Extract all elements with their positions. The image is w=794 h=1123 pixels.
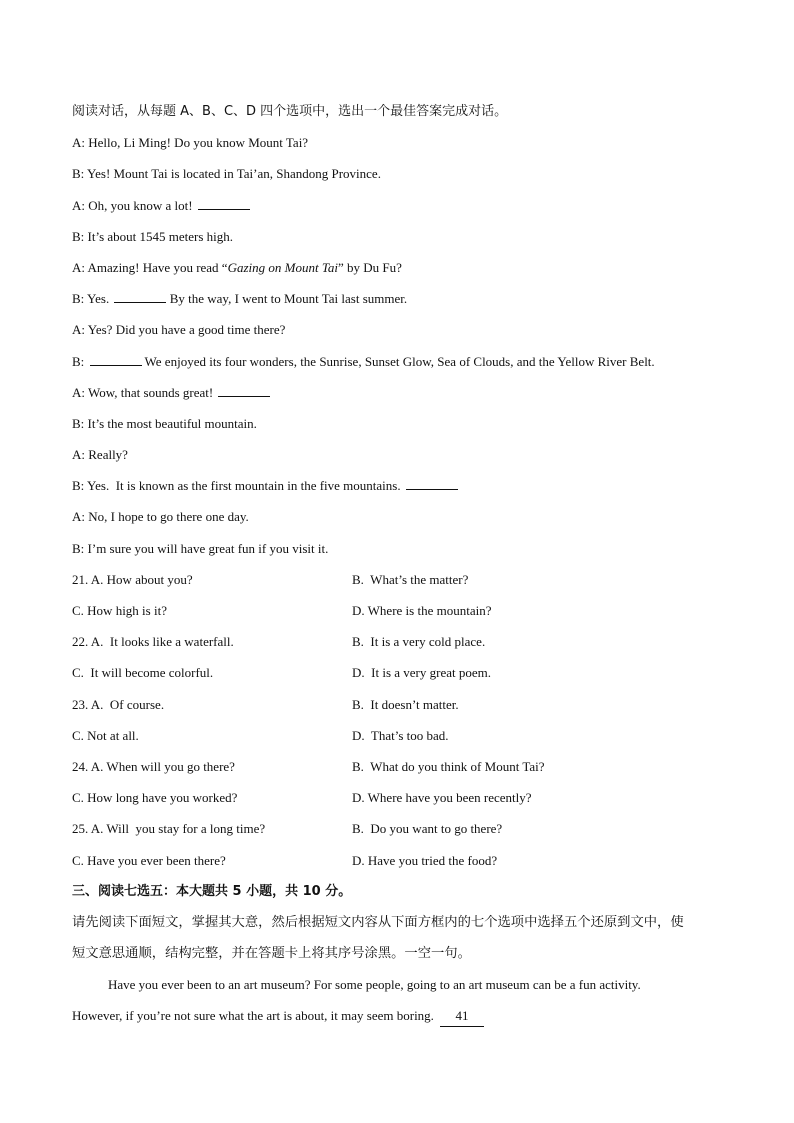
dialogue-line (72, 476, 732, 507)
option-right: D. Where is the mountain? (352, 603, 492, 618)
dialogue-line: A: No, I hope to go there one day. (72, 509, 249, 525)
document-page (72, 102, 732, 1038)
option-right: B. It doesn’t matter. (352, 696, 459, 712)
option-left: 23. A. Of course. (72, 696, 165, 712)
dialogue-line: B: It’s the most beautiful mountain. (72, 415, 257, 431)
option-right: B. What do you think of Mount Tai? (352, 758, 545, 774)
option-left: 22. A. It looks like a waterfall. (72, 634, 234, 650)
passage-text: However, if you’re not sure what the art is about, it may seem boring. (72, 1008, 434, 1024)
poem-title: Gazing on Mount Tai (227, 259, 338, 275)
dialogue-line: B: Yes! Mount Tai is located in Tai’an, Shandong Province. (72, 166, 381, 182)
dialogue-text: A: Oh, you know a lot! (72, 197, 196, 213)
instruction-text: 阅读对话，从每题 A、B、C、D 四个选项中，选出一个最佳答案完成对话。 (72, 104, 508, 119)
answer-blank (114, 290, 166, 303)
dialogue-text: We enjoyed its four wonders, the Sunrise, Sunset Glow, Sea of Clouds, and the Yellow River Belt. (141, 353, 655, 369)
option-row (72, 663, 732, 694)
passage-line (72, 1006, 732, 1037)
option-left: C. How long have you worked? (72, 790, 238, 806)
dialogue-line: B: I’m sure you will have great fun if you visit it. (72, 540, 329, 556)
option-left: C. How high is it? (72, 603, 167, 618)
option-left: C. Not at all. (72, 727, 139, 743)
dialogue-text: By the way, I went to Mount Tai last summer. (166, 291, 408, 307)
dialogue-line (72, 289, 732, 320)
dialogue-text: B: Yes. (72, 291, 113, 307)
option-row (72, 819, 732, 850)
option-left: C. It will become colorful. (72, 665, 214, 681)
dialogue-text: ” by Du Fu? (338, 259, 402, 275)
option-right: D. Have you tried the food? (352, 852, 498, 868)
dialogue-line (72, 196, 732, 227)
passage-line: Have you ever been to an art museum? For some people, going to an art museum can be a fun activity. (108, 977, 641, 993)
option-row (72, 788, 732, 819)
question-options (72, 570, 732, 882)
answer-blank (218, 384, 270, 397)
option-row (72, 601, 732, 632)
dialogue-line: B: It’s about 1545 meters high. (72, 228, 234, 244)
option-row (72, 570, 732, 601)
section-instruction: 请先阅读下面短文，掌握其大意，然后根据短文内容从下面方框内的七个选项中选择五个还原到文中，使 (72, 914, 684, 930)
option-row (72, 632, 732, 663)
option-right: B. What’s the matter? (352, 571, 469, 587)
dialogue-line (72, 383, 732, 414)
dialogue (72, 133, 732, 570)
dialogue-text: A: Amazing! Have you read “ (72, 259, 228, 275)
option-row (72, 757, 732, 788)
dialogue-text: A: Wow, that sounds great! (72, 384, 217, 400)
dialogue-line: A: Really? (72, 447, 128, 463)
option-right: B. Do you want to go there? (352, 821, 503, 837)
dialogue-text: B: Yes. It is known as the first mountain in the five mountains. (72, 478, 404, 494)
section-instruction: 短文意思通顺，结构完整，并在答题卡上将其序号涂黑。一空一句。 (72, 946, 471, 962)
dialogue-line: A: Hello, Li Ming! Do you know Mount Tai? (72, 135, 309, 151)
option-row (72, 695, 732, 726)
answer-blank (90, 353, 142, 366)
answer-blank (198, 197, 250, 210)
dialogue-line (72, 258, 732, 289)
dialogue-text: B: (72, 353, 88, 369)
option-left: C. Have you ever been there? (72, 852, 226, 868)
dialogue-line: A: Yes? Did you have a good time there? (72, 322, 286, 338)
option-row (72, 851, 732, 882)
option-right: D. It is a very great poem. (352, 665, 491, 681)
option-right: D. That’s too bad. (352, 727, 449, 743)
option-right: B. It is a very cold place. (352, 634, 486, 650)
answer-blank (406, 477, 458, 490)
option-left: 25. A. Will you stay for a long time? (72, 821, 266, 837)
option-right: D. Where have you been recently? (352, 790, 532, 806)
option-left: 24. A. When will you go there? (72, 758, 235, 774)
option-row (72, 726, 732, 757)
option-left: 21. A. How about you? (72, 571, 193, 587)
dialogue-line (72, 352, 732, 383)
numbered-blank: 41 (440, 1006, 484, 1027)
section-heading: 三、阅读七选五：本大题共 5 小题，共 10 分。 (72, 883, 352, 899)
